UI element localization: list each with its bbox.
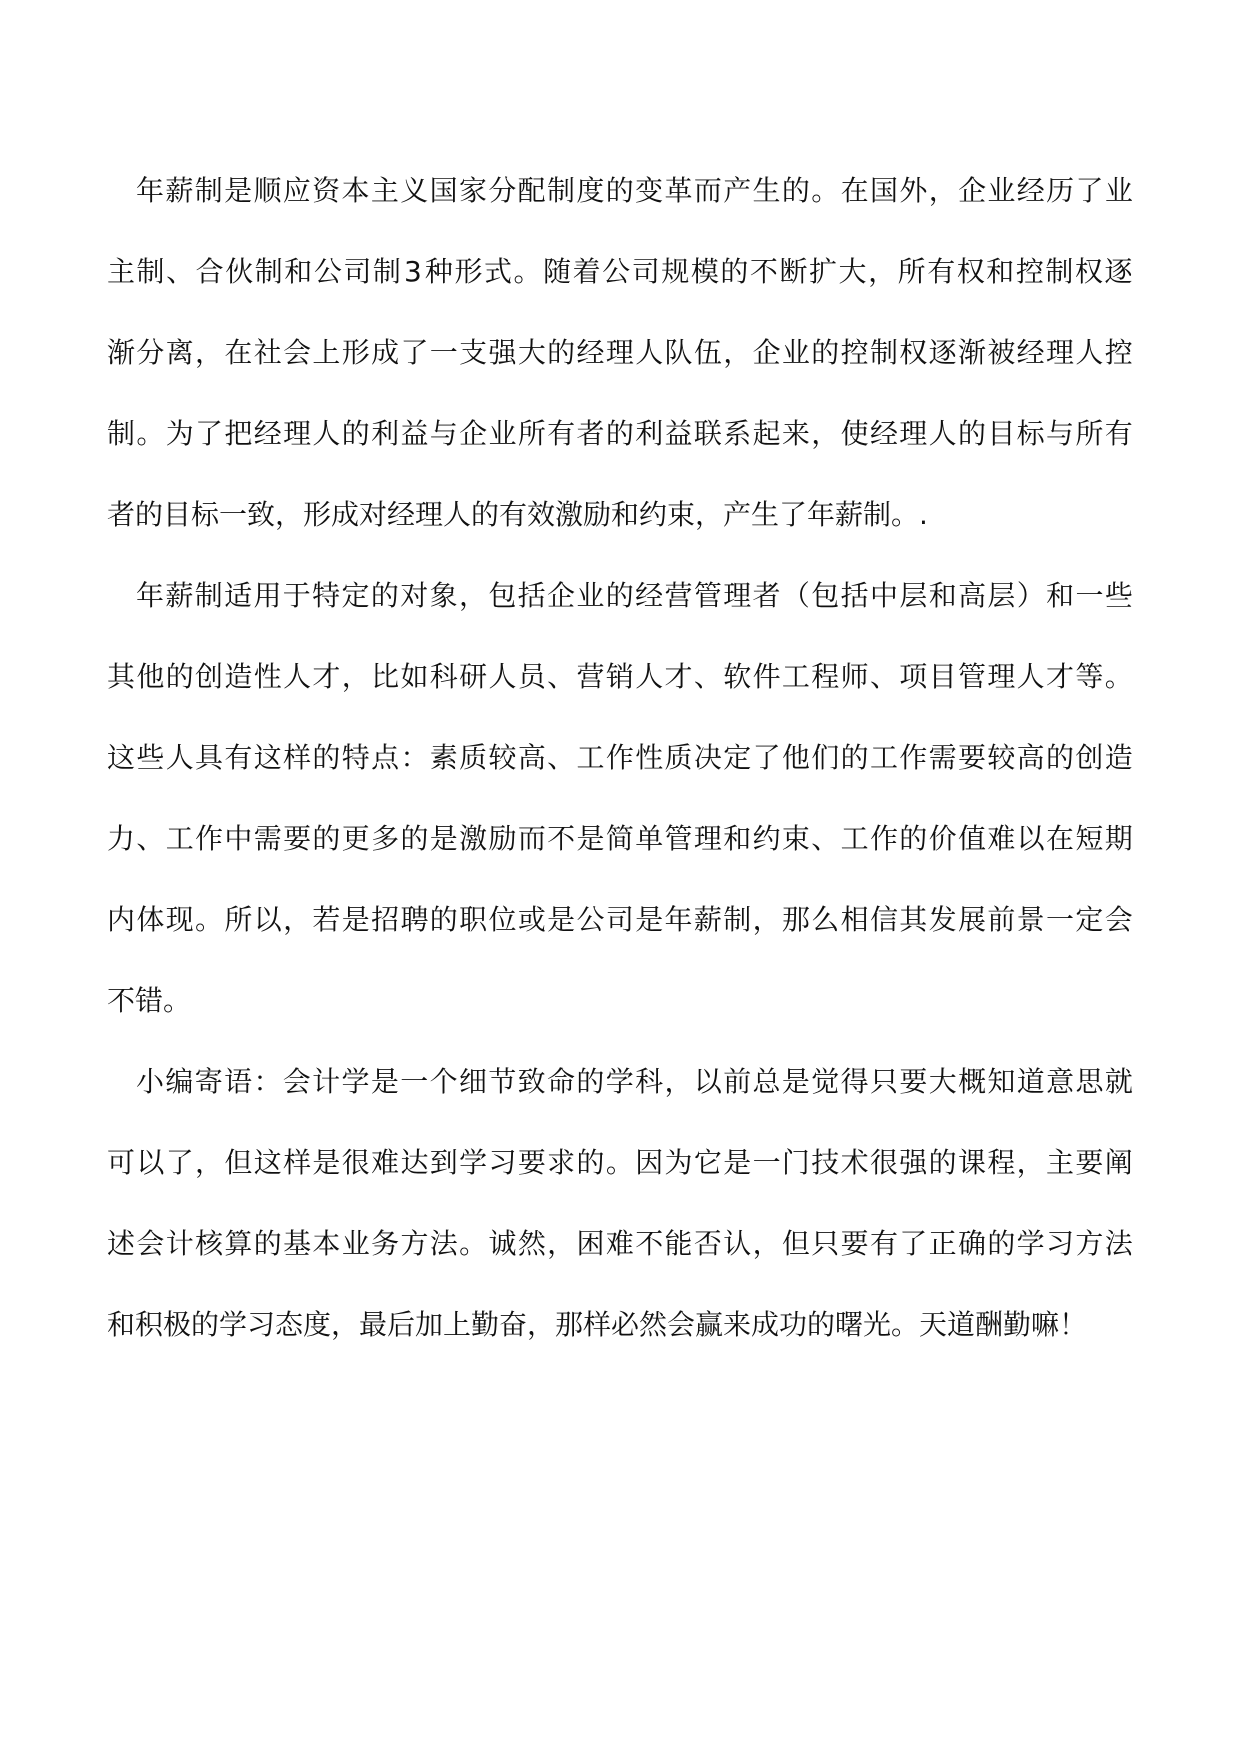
text-line: 力 、 工 作 中 需 要 的 更 多 的 是 激 励 而 不 是 简 单 管 理 和 约 束 、 工 作 的 价 值 难 以 在 短 期 <box>107 822 1133 855</box>
text-line: 主 制 、 合 伙 制 和 公 司 制 3 种 形 式 。 随 着 公 司 规 模 的 不 断 扩 大 ， 所 有 权 和 控 制 权 逐 <box>107 255 1133 288</box>
paragraph-editor-note <box>107 1041 1133 1365</box>
text-line: 小 编 寄 语 ： 会 计 学 是 一 个 细 节 致 命 的 学 科 ， 以 前 总 是 觉 得 只 要 大 概 知 道 意 思 就 <box>136 1065 1133 1098</box>
text-line: 内 体 现 。 所 以 ， 若 是 招 聘 的 职 位 或 是 公 司 是 年 薪 制 ， 那 么 相 信 其 发 展 前 景 一 定 会 <box>107 903 1133 936</box>
text-line: 年 薪 制 适 用 于 特 定 的 对 象 ， 包 括 企 业 的 经 营 管 理 者 （ 包 括 中 层 和 高 层 ） 和 一 些 <box>136 579 1133 612</box>
document-body <box>107 150 1133 1365</box>
text-line: 年 薪 制 是 顺 应 资 本 主 义 国 家 分 配 制 度 的 变 革 而 产 生 的 。 在 国 外 ， 企 业 经 历 了 业 <box>136 174 1133 207</box>
text-line: 和积极的学习态度，最后加上勤奋，那样必然会赢来成功的曙光。天道酬勤嘛！ <box>107 1308 1088 1341</box>
text-line: 可 以 了 ， 但 这 样 是 很 难 达 到 学 习 要 求 的 。 因 为 它 是 一 门 技 术 很 强 的 课 程 ， 主 要 阐 <box>107 1146 1133 1179</box>
text-line: 这 些 人 具 有 这 样 的 特 点 ： 素 质 较 高 、 工 作 性 质 决 定 了 他 们 的 工 作 需 要 较 高 的 创 造 <box>107 741 1133 774</box>
paragraph-annual-salary-origin <box>107 150 1133 555</box>
text-line: 其 他 的 创 造 性 人 才 ， 比 如 科 研 人 员 、 营 销 人 才 、 软 件 工 程 师 、 项 目 管 理 人 才 等 。 <box>107 660 1133 693</box>
text-line: 不错。 <box>107 984 192 1017</box>
text-line: 者的目标一致，形成对经理人的有效激励和约束，产生了年薪制。. <box>107 498 928 531</box>
text-line: 制 。 为 了 把 经 理 人 的 利 益 与 企 业 所 有 者 的 利 益 联 系 起 来 ， 使 经 理 人 的 目 标 与 所 有 <box>107 417 1133 450</box>
text-line: 渐 分 离 ， 在 社 会 上 形 成 了 一 支 强 大 的 经 理 人 队 伍 ， 企 业 的 控 制 权 逐 渐 被 经 理 人 控 <box>107 336 1133 369</box>
paragraph-annual-salary-applicability <box>107 555 1133 1041</box>
text-line: 述 会 计 核 算 的 基 本 业 务 方 法 。 诚 然 ， 困 难 不 能 否 认 ， 但 只 要 有 了 正 确 的 学 习 方 法 <box>107 1227 1133 1260</box>
